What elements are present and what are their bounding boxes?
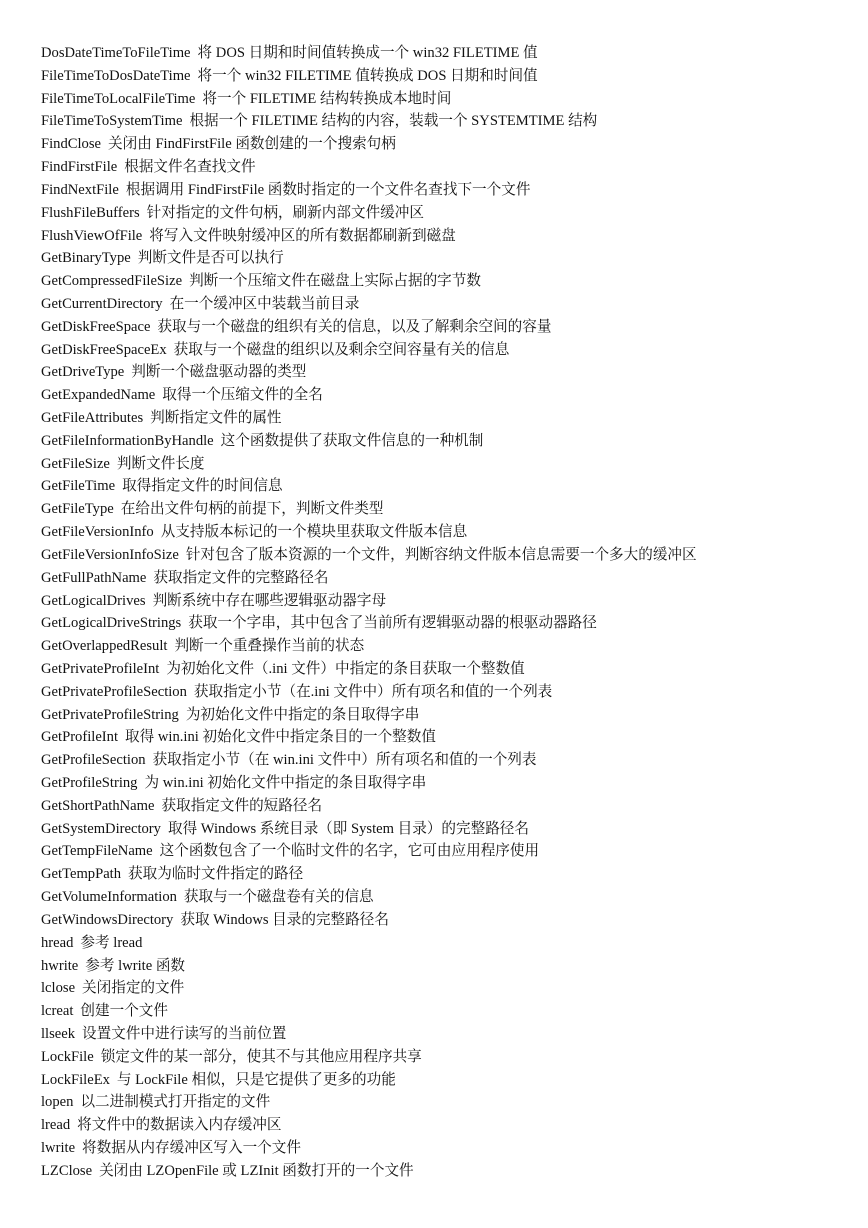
function-description: 将文件中的数据读入内存缓冲区 bbox=[77, 1117, 282, 1134]
function-description: 判断系统中存在哪些逻辑驱动器字母 bbox=[152, 592, 387, 609]
list-item bbox=[41, 156, 841, 179]
list-item bbox=[41, 772, 841, 795]
list-item bbox=[41, 795, 841, 818]
function-name: GetDiskFreeSpace bbox=[41, 318, 151, 335]
function-name: GetFileVersionInfo bbox=[41, 524, 154, 541]
function-description: 获取一个字串，其中包含了当前所有逻辑驱动器的根驱动器路径 bbox=[188, 615, 597, 632]
list-item bbox=[41, 932, 841, 955]
list-item bbox=[41, 909, 841, 932]
list-item bbox=[41, 1114, 841, 1137]
function-name: DosDateTimeToFileTime bbox=[41, 45, 191, 61]
function-name: FlushFileBuffers bbox=[41, 204, 140, 221]
function-description: 关闭指定的文件 bbox=[82, 980, 185, 997]
list-item bbox=[41, 840, 841, 863]
function-description: 创建一个文件 bbox=[80, 1003, 168, 1020]
function-name: lwrite bbox=[41, 1140, 76, 1156]
list-item bbox=[41, 407, 841, 430]
function-name: GetWindowsDirectory bbox=[41, 911, 174, 928]
function-description: 针对包含了版本资源的一个文件，判断容纳文件版本信息需要一个多大的缓冲区 bbox=[185, 546, 697, 563]
list-item bbox=[41, 544, 841, 567]
function-description: 获取指定文件的完整路径名 bbox=[153, 569, 329, 586]
list-item bbox=[41, 110, 841, 133]
function-description: 从支持版本标记的一个模块里获取文件版本信息 bbox=[160, 524, 468, 541]
list-item bbox=[41, 977, 841, 1000]
function-name: GetFullPathName bbox=[41, 569, 147, 586]
function-description: 将数据从内存缓冲区写入一个文件 bbox=[82, 1140, 301, 1156]
function-description: 判断一个压缩文件在磁盘上实际占据的字节数 bbox=[189, 273, 481, 290]
function-description: 获取为临时文件指定的路径 bbox=[128, 866, 304, 883]
function-name: GetCurrentDirectory bbox=[41, 295, 163, 312]
list-item bbox=[41, 704, 841, 727]
function-description: 为初始化文件（.ini 文件）中指定的条目获取一个整数值 bbox=[166, 660, 525, 677]
list-item bbox=[41, 955, 841, 978]
function-description: 获取 Windows 目录的完整路径名 bbox=[180, 911, 389, 928]
function-description: 将 DOS 日期和时间值转换成一个 win32 FILETIME 值 bbox=[197, 45, 538, 61]
list-item bbox=[41, 658, 841, 681]
function-description: 以二进制模式打开指定的文件 bbox=[80, 1094, 271, 1111]
function-name: FindClose bbox=[41, 136, 102, 153]
function-name: FindFirstFile bbox=[41, 159, 118, 176]
list-item bbox=[41, 886, 841, 909]
list-item bbox=[41, 475, 841, 498]
function-name: FileTimeToDosDateTime bbox=[41, 67, 191, 84]
function-name: GetDriveType bbox=[41, 364, 125, 381]
function-name: GetBinaryType bbox=[41, 250, 131, 267]
function-description: 在给出文件句柄的前提下，判断文件类型 bbox=[120, 501, 384, 518]
function-description: 获取与一个磁盘的组织有关的信息，以及了解剩余空间的容量 bbox=[157, 318, 552, 335]
function-description: 判断文件是否可以执行 bbox=[137, 250, 284, 267]
function-description: 参考 lread bbox=[80, 934, 143, 951]
function-description: 在一个缓冲区中装载当前目录 bbox=[169, 295, 360, 312]
function-description: 关闭由 FindFirstFile 函数创建的一个搜索句柄 bbox=[108, 136, 396, 153]
list-item bbox=[41, 247, 841, 270]
list-item bbox=[41, 430, 841, 453]
function-description: 根据文件名查找文件 bbox=[124, 159, 256, 176]
list-item bbox=[41, 179, 841, 202]
function-name: GetFileVersionInfoSize bbox=[41, 546, 179, 563]
function-name: GetCompressedFileSize bbox=[41, 273, 183, 290]
function-description: 这个函数提供了获取文件信息的一种机制 bbox=[220, 432, 484, 449]
list-item bbox=[41, 681, 841, 704]
list-item bbox=[41, 1046, 841, 1069]
function-name: FileTimeToLocalFileTime bbox=[41, 90, 196, 107]
list-item bbox=[41, 567, 841, 590]
function-description: 针对指定的文件句柄，刷新内部文件缓冲区 bbox=[146, 204, 424, 221]
list-item bbox=[41, 590, 841, 613]
function-description: 锁定文件的某一部分，使其不与其他应用程序共享 bbox=[100, 1048, 422, 1065]
list-item bbox=[41, 1069, 841, 1092]
function-name: GetOverlappedResult bbox=[41, 638, 168, 655]
list-item bbox=[41, 384, 841, 407]
list-item bbox=[41, 316, 841, 339]
function-description: 取得指定文件的时间信息 bbox=[122, 478, 283, 495]
function-description: 将写入文件映射缓冲区的所有数据都刷新到磁盘 bbox=[149, 227, 456, 244]
function-name: lclose bbox=[41, 980, 76, 997]
function-description: 根据一个 FILETIME 结构的内容，装载一个 SYSTEMTIME 结构 bbox=[189, 113, 598, 130]
function-name: lcreat bbox=[41, 1003, 74, 1020]
function-name: GetExpandedName bbox=[41, 387, 156, 404]
function-name: LockFileEx bbox=[41, 1071, 110, 1088]
function-description: 判断文件长度 bbox=[116, 455, 205, 472]
function-description: 获取指定小节（在 win.ini 文件中）所有项名和值的一个列表 bbox=[152, 752, 537, 769]
function-name: FileTimeToSystemTime bbox=[41, 113, 183, 130]
function-description: 参考 lwrite 函数 bbox=[85, 957, 186, 974]
function-name: hread bbox=[41, 934, 74, 951]
function-description: 取得 Windows 系统目录（即 System 目录）的完整路径名 bbox=[167, 820, 529, 837]
function-description: 判断一个磁盘驱动器的类型 bbox=[131, 364, 307, 381]
list-item bbox=[41, 270, 841, 293]
function-name: GetProfileString bbox=[41, 775, 138, 791]
list-item bbox=[41, 749, 841, 772]
function-description: 为 win.ini 初始化文件中指定的条目取得字串 bbox=[144, 775, 427, 791]
function-name: llseek bbox=[41, 1025, 76, 1042]
function-name: GetPrivateProfileSection bbox=[41, 683, 187, 700]
list-item bbox=[41, 498, 841, 521]
function-description: 获取与一个磁盘的组织以及剩余空间容量有关的信息 bbox=[173, 341, 510, 358]
function-name: GetFileAttributes bbox=[41, 410, 144, 426]
function-description: 设置文件中进行读写的当前位置 bbox=[82, 1025, 287, 1042]
list-item bbox=[41, 361, 841, 384]
list-item bbox=[41, 1160, 841, 1183]
list-item bbox=[41, 1091, 841, 1114]
list-item bbox=[41, 202, 841, 225]
function-description: 取得一个压缩文件的全名 bbox=[162, 387, 323, 404]
function-description: 获取与一个磁盘卷有关的信息 bbox=[183, 889, 374, 906]
list-item bbox=[41, 521, 841, 544]
list-item bbox=[41, 453, 841, 476]
list-item bbox=[41, 339, 841, 362]
list-item bbox=[41, 863, 841, 886]
function-name: GetFileTime bbox=[41, 478, 116, 495]
function-description: 判断指定文件的属性 bbox=[150, 410, 282, 426]
list-item bbox=[41, 88, 841, 111]
function-description: 获取指定文件的短路径名 bbox=[161, 797, 323, 814]
list-item bbox=[41, 65, 841, 88]
function-name: lread bbox=[41, 1117, 71, 1134]
list-item bbox=[41, 818, 841, 841]
list-item bbox=[41, 1137, 841, 1160]
list-item bbox=[41, 612, 841, 635]
function-name: GetLogicalDriveStrings bbox=[41, 615, 182, 632]
function-name: LZClose bbox=[41, 1162, 93, 1179]
function-name: lopen bbox=[41, 1094, 74, 1111]
function-name: GetFileInformationByHandle bbox=[41, 432, 214, 449]
list-item bbox=[41, 133, 841, 156]
list-item bbox=[41, 726, 841, 749]
function-name: GetPrivateProfileString bbox=[41, 706, 179, 723]
function-description: 将一个 win32 FILETIME 值转换成 DOS 日期和时间值 bbox=[197, 67, 538, 84]
api-function-list bbox=[41, 42, 841, 1183]
function-name: GetProfileInt bbox=[41, 729, 119, 746]
function-description: 获取指定小节（在.ini 文件中）所有项名和值的一个列表 bbox=[193, 683, 553, 700]
function-name: FlushViewOfFile bbox=[41, 227, 143, 244]
list-item bbox=[41, 293, 841, 316]
function-name: FindNextFile bbox=[41, 181, 119, 198]
list-item bbox=[41, 1000, 841, 1023]
function-description: 取得 win.ini 初始化文件中指定条目的一个整数值 bbox=[125, 729, 436, 746]
function-name: GetShortPathName bbox=[41, 797, 155, 814]
function-description: 为初始化文件中指定的条目取得字串 bbox=[185, 706, 420, 723]
function-name: hwrite bbox=[41, 957, 79, 974]
list-item bbox=[41, 1023, 841, 1046]
function-description: 与 LockFile 相似，只是它提供了更多的功能 bbox=[116, 1071, 396, 1088]
function-description: 根据调用 FindFirstFile 函数时指定的一个文件名查找下一个文件 bbox=[125, 181, 531, 198]
function-name: GetFileType bbox=[41, 501, 114, 518]
function-description: 判断一个重叠操作当前的状态 bbox=[174, 638, 365, 655]
function-description: 将一个 FILETIME 结构转换成本地时间 bbox=[202, 90, 452, 107]
list-item bbox=[41, 225, 841, 248]
function-name: GetPrivateProfileInt bbox=[41, 660, 160, 677]
function-name: GetTempPath bbox=[41, 866, 122, 883]
function-name: GetSystemDirectory bbox=[41, 820, 161, 837]
function-name: GetVolumeInformation bbox=[41, 889, 177, 906]
function-name: GetLogicalDrives bbox=[41, 592, 146, 609]
function-name: GetTempFileName bbox=[41, 843, 153, 860]
list-item bbox=[41, 635, 841, 658]
function-name: GetDiskFreeSpaceEx bbox=[41, 341, 167, 358]
function-description: 关闭由 LZOpenFile 或 LZInit 函数打开的一个文件 bbox=[99, 1162, 414, 1179]
function-name: GetFileSize bbox=[41, 455, 110, 472]
function-description: 这个函数包含了一个临时文件的名字，它可由应用程序使用 bbox=[159, 843, 540, 860]
list-item bbox=[41, 42, 841, 65]
function-name: LockFile bbox=[41, 1048, 94, 1065]
function-name: GetProfileSection bbox=[41, 752, 146, 769]
